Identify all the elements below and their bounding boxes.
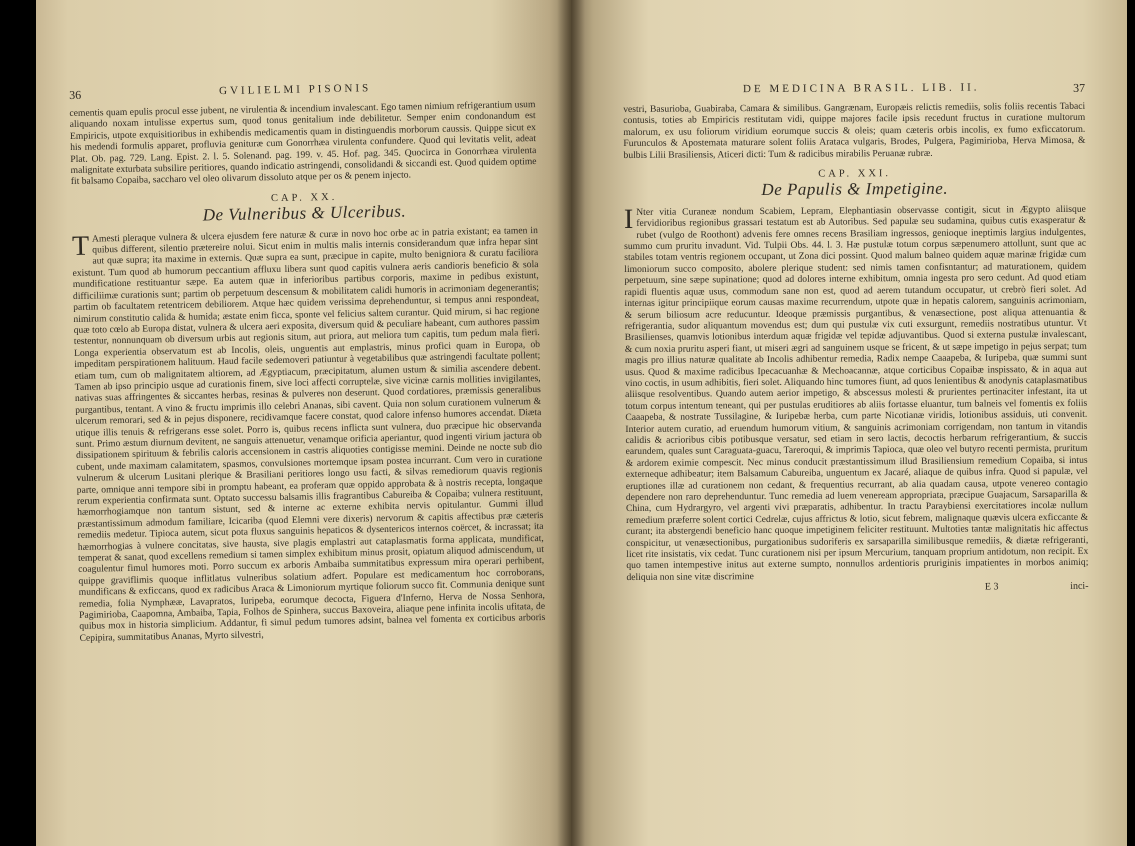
- running-head-title-left: GVILIELMI PISONIS: [218, 82, 372, 98]
- left-page-content: [69, 79, 546, 644]
- page-number-right: 37: [1072, 80, 1086, 95]
- left-paragraph-2-text: Amesti pleraque vulnera & ulcera ejusdem fere naturæ & curæ in novo hoc orbe ac in patria existant; ea tamen in quibus different, silentio prætereire nolui. Sicut enim in multis malis internis considerandum quæ infra hepar sint aut quæ supra; ita maxime in externis. Quæ supra ea sunt, præcipue in capite, multo benigniora & curatu faciliora existunt. Tum quod ab humorum peccantium affluxu libera sunt quod capitis vulnera aeris candioris beneficio & sola mundificatione restituantur sæpe. Ea autem quæ in inferioribus partibus corporis, maxime in pedibus existunt, difficiliimæ curationis sunt; partim ob perpetuum descensum & mobilitatem calidi humoris in acrimoniam degenerantis; partim ob facultatem retentricem debiliorem. Atque hæc quidem verissima deprehenduntur, si tempus anni respondeat, nimirum constitutio calida & humida; æstate enim ficca, sponte vel felicius saltem curantur. Quid mirum, si hac regione quæ toto cœlo ab Europa distat, vulnera & ulcera aeri exposita, diversum quid & peculiare habeant, cum authores passim testentur, nonnunquam ob diversum urbis aut regionis situm, aut priora, aut meliora tum capitis, tum pedum mala fieri. Longa experientia observatum est ab Incolis, oleis, unguentis aut emplastris, minus profici quam in Europa, ob impeditam perspirationem halituum. Haud facile sedemoveri patiuntur à vegetabilibus quæ astringendi facultate pollent; etiam tum, cum ob malignitatem altiorem, ad Ægyptiacum, præcipitatum, alumen ustum & similia ascendere debent. Tamen ab ipso principio usque ad curationis finem, sive loci affecti corruptelæ, sive vicinæ carnis mollities invigilantes, nativas suas affringentes & siccantes herbas, resinas & pulveres non deserunt. Quod cordatiores, præmissis generalibus purgantibus, tentant. A vino & fructu imprimis illo celebri Ananas, sibi cavent. Quia non solum curationem vulnerum & ulcerum remorari, sed & in pejus disponere, recidivamque facere constat, quod calore infenso humores accendat. Diæta utique illis tenuis & refrigerans esse solet. Porro is, quibus recens inflicta sunt vulnera, duo præcipue hic observanda sunt. Primo æstum diurnum devitent, ne sanguis attenuetur, venamque orificia aperiantur, quod ingenti virium jactura ob dissipationem spirituum & febrilis caloris accensionem in castris aliquoties contigisse memini. Deinde ne nocte sub dio cubent, unde maximam calamitatem, spasmos, convulsiones mortemque ipsam postea incurrant. Cum vero in curatione vulnerum & ulcerum Lusitani plerique & Brasiliani peritiores longo usu facti, & silvas remediorum quavis regionis parte, omnique anni tempore sibi in promptu habeant, ea proferam quæ oppido approbata & à nostris recepta, longaque rerum experientia confirmata sunt. Optato successu balsamis illis fragrantibus Cabureiba & Copaiba; vulnera restituunt, hæmorrhogiamque non tantum sistunt, sed & interne ac externe exhibita nervis opitulantur. Gummi illud præstantissimum admodum familiare, Icicariba (quod Elemni vere dixeris) nervorum & capitis affectibus præ cæteris remediis medetur. Tipioca autem, sicut pota fluxus sanguinis hepaticos & dysentericos internos coërcet, & incrassat; ita hæmorrhogias à vulnere concitatas, sive hausta, sive plagis emplastri aut cataplasmatis forma applicata, mundificat, temperat & sanat, quod excellens remedium si tamen simplex exhibitum minus prosit, opiatum aliquod admiscendum, ut coagulentur fimul humores moti. Porro succum ex arboris Ambaiba summitatibus expressum mira operari perhibent, quippe graviflimis quoque inflitlatus vulneribus solatium adfert. Populare est medicamentum hoc corroborans, mundificans & exficcans, quod ex radicibus Araca & Limoniorum myrtique foliorum succo fit. Communia denique sunt remedia, folia Nymphææ, Lavapratos, Iuripeba, eorumque decocta, Figuera d'Inferno, Herva de Nossa Senhora, Pagimirioba, Caapomna, Ambaiba, Tapia, Folhos de Spinhera, succus Baxoveira, aliaque pene infinita incolis ufitata, de quibus mox in historia simplicium. Addantur, fi simul pedum tumores adsint, balnea vel fomenta ex corticibus arboris Cepipira, summitatibus Ananas, Myrto silvestri,: [72, 224, 546, 644]
- left-page: [36, 0, 571, 846]
- left-paragraph-1: cementis quam epulis procul esse jubent, ne virulentia & incendium invalescant. Ego tamen nimium refrigerantium usum aliquando noxam intulisse expertus sum, quod tonus genitalium inde debilitetur. Semper enim condonandum est Empiricis, utpote exquisitioribus in exhibendis medicamentis quam in distinguendis morborum caussis. Quippe sicut ex his medendi formulis apparet, profluvia genituræ cum Gonorrhæa virulenta confundere. Quod qui levitatis velit, adeat Plat. Ob. pag. 729. Lang. Epist. 2. l. 5. Solenand. pag. 199. v. 45. Hof. pag. 345. Quocirca in Gonorrhæa virulenta malignitate exturbata subsilire peritiores, quando indicatio astringendi, consolidandi & siccandi est. Quod quidem optime fit balsamo Copaiba, saccharo vel oleo olivarum dissoluto atque per os & penem injecto.: [69, 99, 537, 188]
- right-paragraph-1: vestri, Basurioba, Guabiraba, Camara & similibus. Gangrænam, Europæis relictis remediis, solis foliis recentis Tabaci contusis, toties ab Empiricis restitutam vidi, quippe majores facile ipsis recedunt fructus in curatione multorum malorum, ex usu foliorum viridium eorumque succis & oleis; quam cæteris orbis incolis, ex fumo exficcatorum. Furunculos & Apostemata maturare solent foliis Arataca vulgaris, Brodes, Pulgera, Pagimirioba, Herva Mimosa, & bulbis Lilii Brasiliensis, Aticeri dicti: Tum & radicibus mirabilis Peruanæ rubræ.: [623, 100, 1086, 161]
- chapter-title-20: De Vulneribus & Ulceribus.: [202, 201, 407, 225]
- dropcap-i: I: [623, 203, 634, 235]
- right-page: [571, 0, 1127, 846]
- right-page-content: [623, 81, 1089, 596]
- chapter-title-21: De Papulis & Impetigine.: [761, 179, 949, 200]
- page-number-left: 36: [69, 87, 82, 102]
- signature-mark: [626, 581, 1088, 596]
- right-paragraph-2: [624, 204, 1089, 584]
- left-paragraph-2: [72, 225, 546, 644]
- right-running-head: [623, 81, 1085, 104]
- chapter-number-20: CAP. XX.: [270, 191, 338, 204]
- running-head-title-right: DE MEDICINA BRASIL. LIB. II.: [742, 81, 980, 96]
- signature-text: E 3: [984, 581, 999, 593]
- left-text: [69, 99, 545, 644]
- dropcap-t: T: [71, 230, 90, 262]
- right-paragraph-2-text: Nter vitia Curaneæ nondum Scabiem, Lepram, Elephantiasin observasse contigit, sicut in Ægypto aliisque fervidioribus regionibus grassari testatum est ab Autoribus. Sed papulæ seu sudamina, quibus cutis exasperatur & rubet (vulgo de Roothont) advenis fere omnes recens Brasiliam ingressos, genioque ineptimis largius indulgentes, summo cum pruritu invadunt. Vid. Tulpii Obs. 44. l. 3. Hæ pustulæ totum corpus sæpenumero attollunt, sunt que ac stabiles totam ventris regionem occupant, ut Zona dici possint. Quod malum balneo quidem aquæ marinæ frigidæ cum limoniorum succo composito, abolere plerique student: sed nimis tamen confisntantur; ad maturationem, quidem perpetuum, sine sæpe supinatione; quod ad dolores interne exhibitum, omnia ingesta pro sero cedunt. Ad quod etiam rapidi fluentis aquæ usus, commodum sane non est, quod ad aerem tutandum occupatur, ut crebrò fieri solet. Ad internas igitur principiique eorum causas maxime recurrendum, utpote quæ in hepatis calorem, sanguinis acrimoniam, & serum biliosum acre reducuntur. Ideoque præmissis purgantibus, & venæsectione, post aliqua attenuantia & refrigerantia, sudor aliquantum movendus est; dum qui pustulæ vix cuti exsurgunt, remediis nostratibus utuntur. Vt Brasilienses, quamvis lotionibus interdum aquæ frigidæ vel tepidæ adjuvantibus. Quod si externa pustulæ invalescant, & cum noxia pruritu asperi fiant, ut miseri ægri ad sanguinem usque se fricent, & ut sæpe impetigo in pejus serpat; tum magis pro illius naturæ qualitate ab Incolis adhibentur remedia, Radix nempe Caaapeba, & Iuripeba, quæ summi sunt usus. Quod & maxime radicibus Ipecacuanhæ & Mechoacannæ, atque corticibus Copaibæ inspissato, & in aqua aut vino coctis, in usum adhibitis, fieri solet. Aliquando hinc tumores fiunt, ad quos lenientibus & anodynis cataplasmatibus aliisque resolventibus. Quando autem aerior impetigo, & abscessus molesti & prurientes pertinaciter infestant, ita ut totum corpus intentum teneant, qui per pustulas eruditiores ab aliis fortasse eluantur, tum balneis vel fomentis ex foliis Caaapeba, & nostrate Tussilagine, & Iuripebæ herba, cum parte Nicotianæ viridis, lotionibus assiduis, uti convenit. Interior autem curatio, ad eruendum humorum vitium, & sanguinis acrimoniam corrigendam, non tantum in vitandis calidis & acrioribus cibis potibusque versatur, sed etiam in sero lactis, decoctis herbarum refrigerantium, & succis earundem, quales sunt Caraguata-guacu, Tareroqui, & imprimis Tapioca, quæ oleo vel butyro recenti permista, pruritum & ardorem eximie compescit. Nec minus conducit præstantissimum illud Brasiliensium remedium Copaiba, si intus externeque adhibeatur; item Balsamum Cabureiba, unguentum ex Jacaré, aliaque de quibus infra. Quod si papulæ, vel eruptiones illæ ad curationem non cedant, & frequentius recurrant, ab alia quadam causa, utpote venereo contagio dependere non raro deprehenduntur. Tunc remedia ad luem veneream appropriata, præcipue Guajacum, Sarsaparilla & China, cum Hydrargyro, vel argenti vivi præparatis, adhibentur. In tractu Paraybiensi exercitatiores incolæ nullum remedium præferre solent cortici Cedrelæ, cujus affrictus & lotio, sicut febrem, malignaque quævis ulcera exficcante & curant; ita abstergendi beneficio hanc quoque impetiginem feliciter restituunt. Multoties tantæ malignitatis hic affectus conspicitur, ut venæsectionibus, purgationibus sudoriferis ex sarsaparilla similibusque remediis, & diætæ refrigeranti, licet rite insistatis, vix cedat. Tunc curationem nisi per ipsum Mercurium, tanquam proprium antidotum, non recipit. Ex quo tamen intempestive initus aut externe sumpto, nonnullos ardentioris pruriginis impatientes in morbos animiq; deliquia non sine vitæ discrimine: [624, 203, 1089, 583]
- chapter-number-21: CAP. XXI.: [818, 168, 892, 180]
- catchword-right: inci-: [1070, 581, 1089, 593]
- right-text: [623, 101, 1088, 596]
